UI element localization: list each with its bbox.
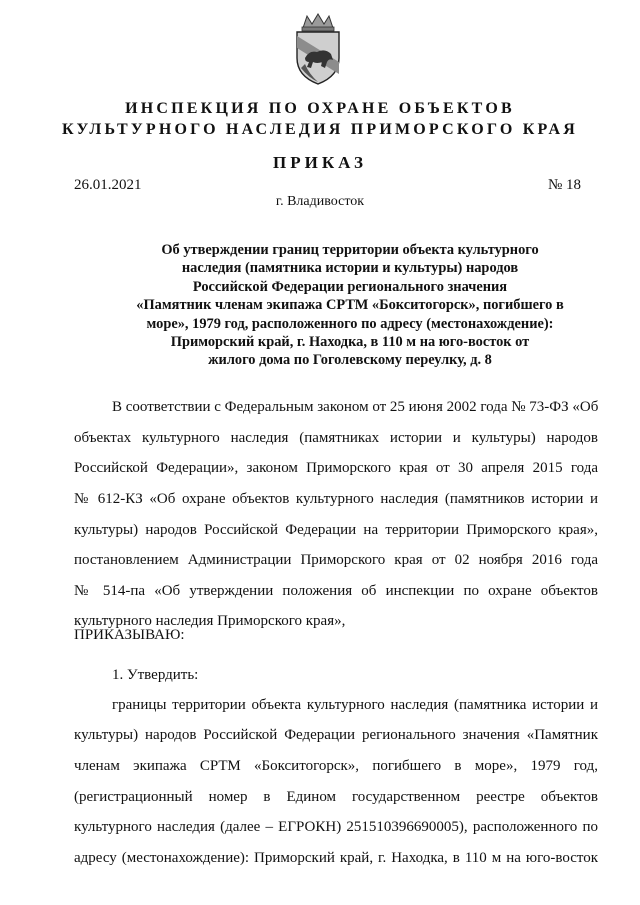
- item-1-line: (регистрационный номер в Едином государственном реестре объектов: [74, 789, 598, 805]
- coat-of-arms-emblem: [285, 12, 351, 86]
- order-subject: [112, 241, 588, 370]
- order-word: ПРИКАЗЫВАЮ:: [74, 627, 185, 643]
- item-1-line: культурного наследия (далее – ЕГРОКН) 251510396690005), расположенного по: [74, 819, 598, 835]
- subject-line: «Памятник членам экипажа СРТМ «Бокситогорск», погибшего в: [136, 297, 564, 314]
- item-1-line: адресу (местонахождение): Приморский край, г. Находка, в 110 м на юго-восток: [74, 850, 598, 866]
- document-number: № 18: [547, 177, 581, 193]
- subject-line: море», 1979 год, расположенного по адресу (местонахождение):: [146, 315, 554, 332]
- preamble-line: № 514-па «Об утверждении положения об инспекции по охране объектов: [74, 583, 598, 599]
- document-type-title: ПРИКАЗ: [273, 153, 367, 172]
- organization-name-line-1: ИНСПЕКЦИЯ ПО ОХРАНЕ ОБЪЕКТОВ: [125, 100, 515, 117]
- preamble-line: № 612-КЗ «Об охране объектов культурного наследия (памятников истории и: [74, 491, 598, 507]
- subject-line: Приморский край, г. Находка, в 110 м на юго-восток от: [170, 334, 530, 351]
- item-1-line: членам экипажа СРТМ «Бокситогорск», погибшего в море», 1979 год,: [74, 758, 598, 774]
- item-1-line: культуры) народов Российской Федерации регионального значения «Памятник: [74, 727, 598, 743]
- preamble-line: В соответствии с Федеральным законом от 25 июня 2002 года № 73-ФЗ «Об: [112, 399, 599, 415]
- item-1-line: границы территории объекта культурного наследия (памятника истории и: [112, 697, 598, 713]
- preamble-line: объектах культурного наследия (памятниках истории и культуры) народов: [74, 430, 598, 446]
- subject-line: наследия (памятника истории и культуры) народов: [181, 260, 519, 277]
- preamble-line: Российской Федерации», законом Приморского края от 30 апреля 2015 года: [74, 460, 598, 476]
- document-date: 26.01.2021: [74, 177, 142, 193]
- subject-line: Российской Федерации регионального значения: [192, 278, 508, 295]
- preamble-line: культуры) народов Российской Федерации на территории Приморского края»,: [74, 522, 598, 538]
- document-city: г. Владивосток: [275, 194, 365, 209]
- subject-line: жилого дома по Гоголевскому переулку, д. 8: [208, 352, 492, 369]
- subject-line: Об утверждении границ территории объекта культурного: [161, 242, 539, 258]
- item-1-heading: 1. Утвердить:: [112, 667, 199, 683]
- organization-name-line-2: КУЛЬТУРНОГО НАСЛЕДИЯ ПРИМОРСКОГО КРАЯ: [62, 121, 578, 138]
- preamble-line: культурного наследия Приморского края»,: [74, 613, 346, 629]
- preamble-line: постановлением Администрации Приморского края от 02 ноября 2016 года: [74, 552, 598, 568]
